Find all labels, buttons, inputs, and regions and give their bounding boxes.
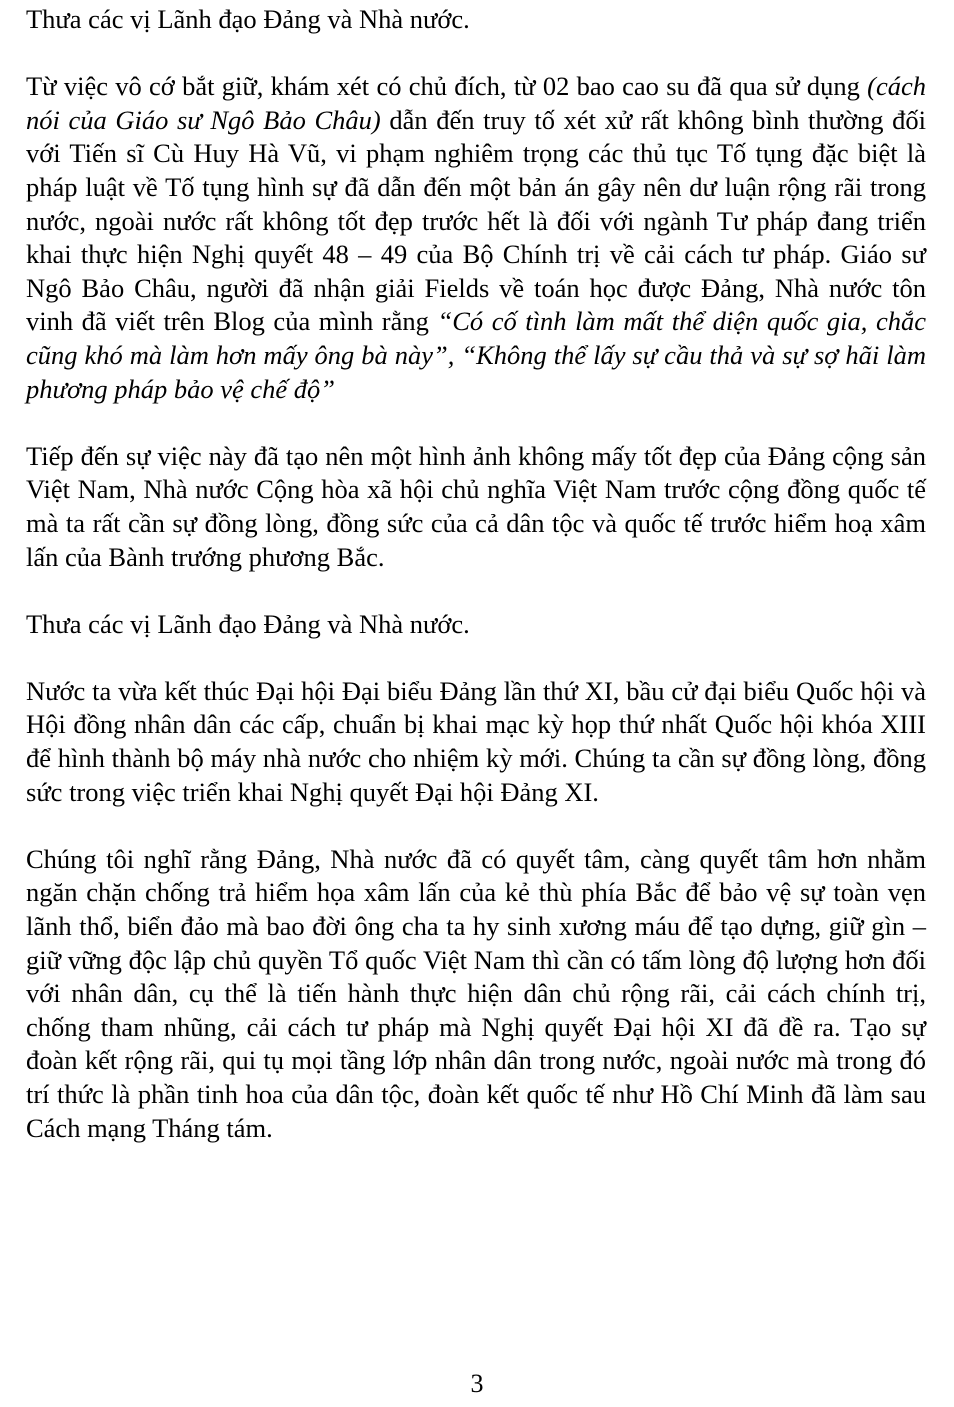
paragraph-1-italic-citation: (cách nói của Giáo sư Ngô Bảo Châu) bbox=[26, 71, 926, 135]
page-number: 3 bbox=[470, 1369, 484, 1398]
paragraph-congress: Nước ta vừa kết thúc Đại hội Đại biểu Đảng lần thứ XI, bầu cử đại biểu Quốc hội và Hội đồng nhân dân các cấp, chuẩn bị khai mạc kỳ họp thứ nhất Quốc hội khóa XIII để hình thành bộ máy nhà nước cho nhiệm kỳ mới. Chúng ta cần sự đồng lòng, đồng sức trong việc triển khai Nghị quyết Đại hội Đảng XI. bbox=[26, 675, 926, 807]
paragraph-1-italic-quote: “Có cố tình làm mất thể diện quốc gia, chắc cũng khó mà làm hơn mấy ông bà này”, “Không thể lấy sự cầu thả và sự sợ hãi làm phương pháp bảo vệ chế độ” bbox=[26, 306, 926, 404]
paragraph-1-text-b: dẫn đến truy tố xét xử rất không bình thường đối với Tiến sĩ Cù Huy Hà Vũ, vi phạm nghiêm trọng các thủ tục Tố tụng đặc biệt là pháp luật về Tố tụng hình sự đã dẫn đến một bản án gây nên dư luận rộng rãi trong nước, ngoài nước rất không tốt đẹp trước hết là đối với ngành Tư pháp đang triển khai thực hiện Nghị quyết 48 – 49 của Bộ Chính trị về cải cách tư pháp. Giáo sư Ngô Bảo Châu, người đã nhận giải Fields về toán học được Đảng, Nhà nước tôn vinh đã viết trên Blog của mình rằng bbox=[26, 104, 926, 337]
paragraph-1-text-a: Từ việc vô cớ bắt giữ, khám xét có chủ đích, từ 02 bao cao su đã qua sử dụng bbox=[26, 71, 868, 102]
paragraph-international-image: Tiếp đến sự việc này đã tạo nên một hình ảnh không mấy tốt đẹp của Đảng cộng sản Việt Nam, Nhà nước Cộng hòa xã hội chủ nghĩa Việt Nam trước cộng đồng quốc tế mà ta rất cần sự đồng lòng, đồng sức của cả dân tộc và quốc tế trước hiểm hoạ xâm lấn của Bành trướng phương Bắc. bbox=[26, 440, 926, 572]
paragraph-recommendation: Chúng tôi nghĩ rằng Đảng, Nhà nước đã có quyết tâm, càng quyết tâm hơn nhằm ngăn chặn chống trả hiểm họa xâm lấn của kẻ thù phía Bắc để bảo vệ sự toàn vẹn lãnh thổ, biển đảo mà bao đời ông cha ta hy sinh xương máu để tạo dựng, giữ gìn – giữ vững độc lập chủ quyền Tổ quốc Việt Nam thì cần có tấm lòng độ lượng hơn đối với nhân dân, cụ thể là tiến hành thực hiện dân chủ rộng rãi, cải cách chính trị, chống tham nhũng, cải cách tư pháp mà Nghị quyết Đại hội XI đã đề ra. Tạo sự đoàn kết rộng rãi, qui tụ mọi tầng lớp nhân dân trong nước, ngoài nước mà trong đó trí thức là phần tinh hoa của dân tộc, đoàn kết quốc tế như Hồ Chí Minh đã làm sau Cách mạng Tháng tám. bbox=[26, 843, 926, 1143]
paragraph-arrest-and-trial bbox=[26, 70, 926, 406]
salutation-second: Thưa các vị Lãnh đạo Đảng và Nhà nước. bbox=[26, 608, 470, 639]
salutation-first: Thưa các vị Lãnh đạo Đảng và Nhà nước. bbox=[26, 4, 470, 34]
document-page bbox=[26, 3, 926, 1179]
